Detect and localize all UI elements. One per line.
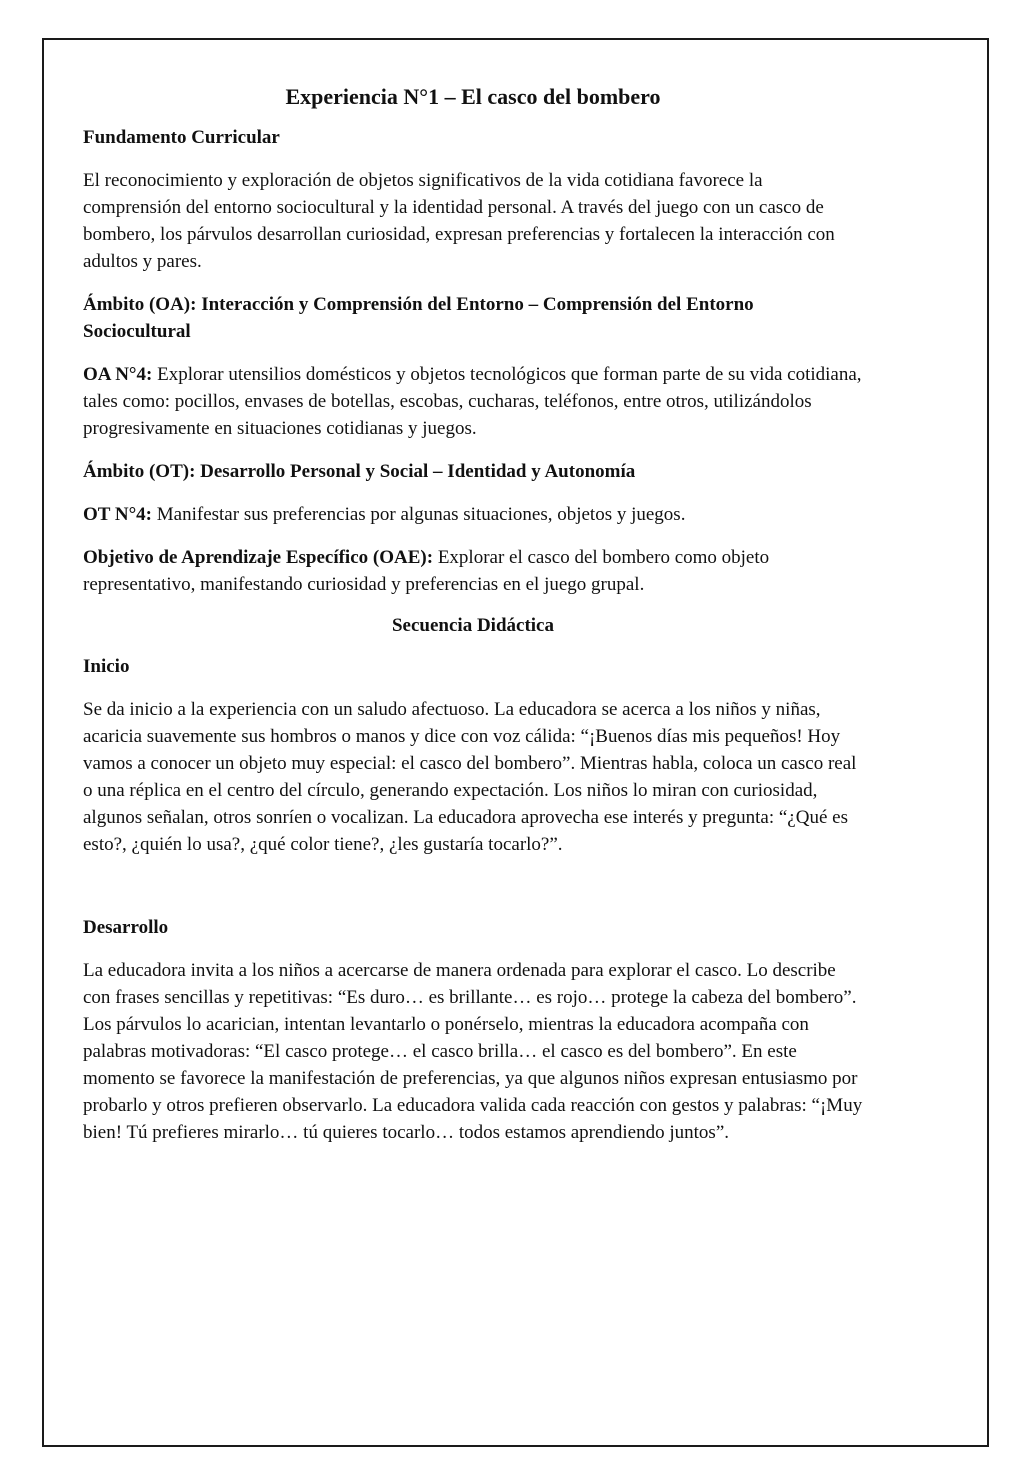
oa4-paragraph [83,361,863,442]
oae-label: Objetivo de Aprendizaje Específico (OAE): [83,547,434,568]
ambito-ot-heading: Ámbito (OT): Desarrollo Personal y Social – Identidad y Autonomía [83,461,636,482]
ot4-text: Manifestar sus preferencias por algunas situaciones, objetos y juegos. [152,504,686,525]
ot4-label: OT N°4: [83,504,153,525]
inicio-paragraph: Se da inicio a la experiencia con un saludo afectuoso. La educadora se acerca a los niños y niñas, acaricia suavemente sus hombros o manos y dice con voz cálida: “¡Buenos días mis pequeños! Hoy vamos a conocer un objeto muy especial: el casco del bombero”. Mientras habla, coloca un casco real o una réplica en el centro del círculo, generando expectación. Los niños lo miran con curiosidad, algunos señalan, otros sonríen o vocalizan. La educadora aprovecha ese interés y pregunta: “¿Qué es esto?, ¿quién lo usa?, ¿qué color tiene?, ¿les gustaría tocarlo?”. [83,699,857,855]
desarrollo-heading: Desarrollo [83,917,169,938]
ambito-oa-heading: Ámbito (OA): Interacción y Comprensión del Entorno – Comprensión del Entorno Sociocultural [83,294,754,342]
ot4-paragraph [83,501,863,528]
oa4-text: Explorar utensilios domésticos y objetos tecnológicos que forman parte de su vida cotidiana, tales como: pocillos, envases de botellas, escobas, cucharas, teléfonos, entre otros, utilizándolos progresivamente en situaciones cotidianas y juegos. [83,364,862,439]
inicio-heading: Inicio [83,656,130,677]
oae-text: Explorar el casco del bombero como objeto representativo, manifestando curiosidad y preferencias en el juego grupal. [83,547,770,595]
oae-paragraph [83,544,863,598]
oa4-label: OA N°4: [83,364,153,385]
fundamento-paragraph: El reconocimiento y exploración de objetos significativos de la vida cotidiana favorece la comprensión del entorno sociocultural y la identidad personal. A través del juego con un casco de bombero, los párvulos desarrollan curiosidad, expresan preferencias y fortalecen la interacción con adultos y pares. [83,170,835,272]
document-body [83,82,863,1146]
fundamento-heading: Fundamento Curricular [83,127,280,148]
document-title: Experiencia N°1 – El casco del bombero [285,84,661,109]
desarrollo-paragraph: La educadora invita a los niños a acercarse de manera ordenada para explorar el casco. Lo describe con frases sencillas y repetitivas: “Es duro… es brillante… es rojo… protege la cabeza del bombero”. Los párvulos lo acarician, intentan levantarlo o ponérselo, mientras la educadora acompaña con palabras motivadoras: “El casco protege… el casco brilla… el casco es del bombero”. En este momento se favorece la manifestación de preferencias, ya que algunos niños expresan entusiasmo por probarlo y otros prefieren observarlo. La educadora valida cada reacción con gestos y palabras: “¡Muy bien! Tú prefieres mirarlo… tú quieres tocarlo… todos estamos aprendiendo juntos”. [83,960,863,1143]
secuencia-heading: Secuencia Didáctica [391,615,554,636]
